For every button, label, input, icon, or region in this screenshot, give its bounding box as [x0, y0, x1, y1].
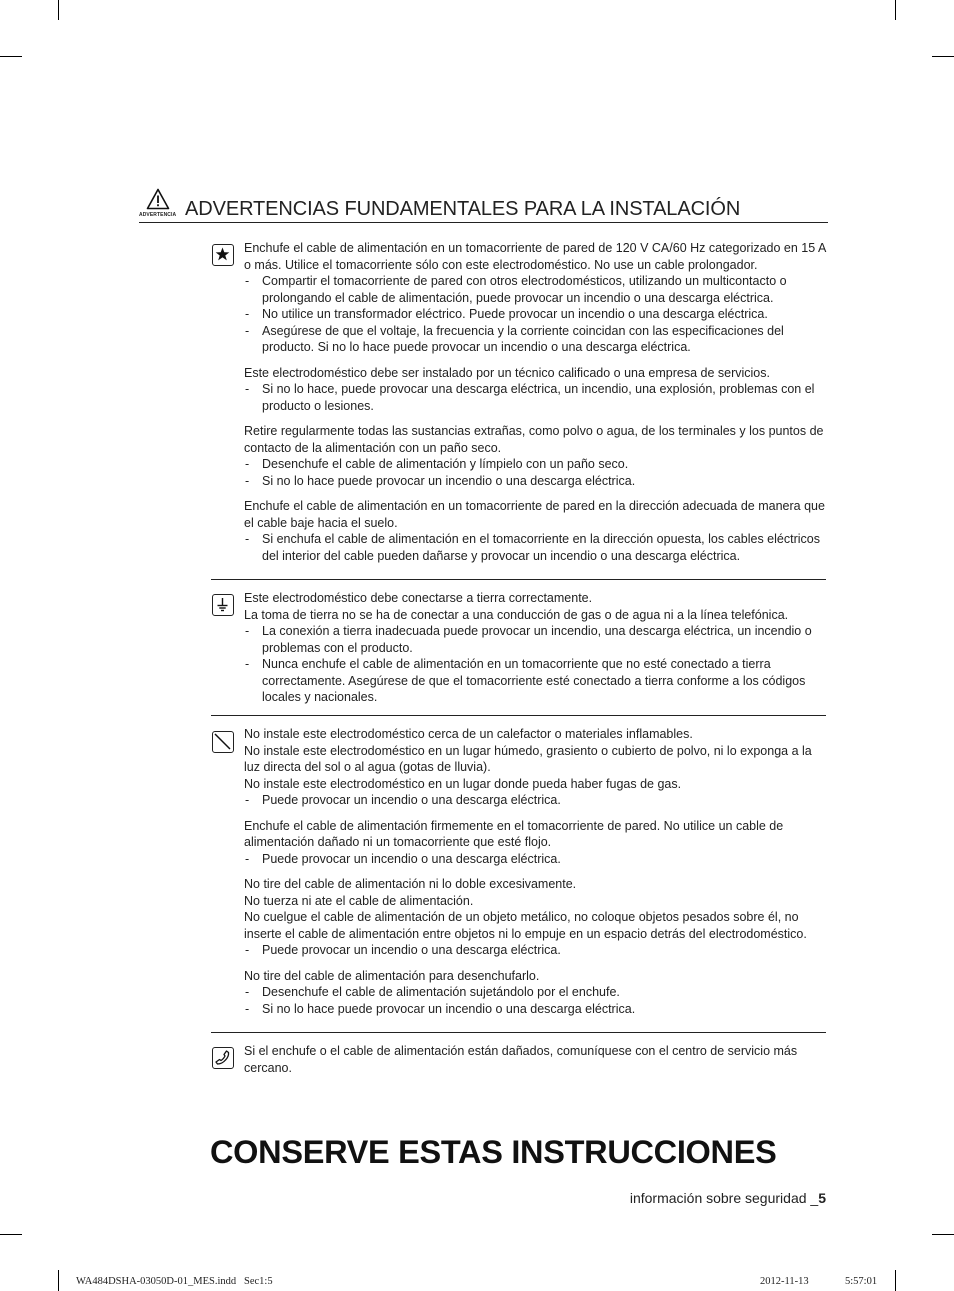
crop-mark — [932, 56, 954, 57]
list-item: - No utilice un transformador eléctrico. Puede provocar un incendio o una descarga eléctrica. — [244, 306, 828, 323]
warning-group-grounding — [211, 579, 826, 704]
warning-group-service — [211, 1032, 826, 1075]
crop-mark — [0, 56, 22, 57]
section-body — [244, 590, 828, 706]
list-item: - Puede provocar un incendio o una descarga eléctrica. — [244, 792, 828, 809]
crop-mark — [58, 1270, 59, 1291]
page-footer — [630, 1190, 826, 1206]
warning-icon — [139, 188, 179, 220]
slug-time: 5:57:01 — [845, 1276, 878, 1287]
section-body — [244, 1043, 828, 1076]
instruction-text: No tire del cable de alimentación para desenchufarlo. — [244, 968, 540, 983]
warning-group-prohibited — [211, 715, 826, 1016]
star-icon — [212, 244, 234, 266]
list-item: - Nunca enchufe el cable de alimentación en un tomacorriente que no esté conectado a tierra correctamente. Asegúrese de que el tomacorriente esté conectado a tierra conforme a los códigos locales y nacionales. — [244, 656, 828, 706]
instruction-text: Enchufe el cable de alimentación en un tomacorriente de pared de 120 V CA/60 Hz categorizado en 15 A o más. Utilice el tomacorriente sólo con este electrodoméstico. No use un cable prolongador. — [244, 241, 826, 272]
section-header — [139, 188, 828, 223]
list-item: - Puede provocar un incendio o una descarga eléctrica. — [244, 851, 828, 868]
list-item: - Si no lo hace, puede provocar una descarga eléctrica, un incendio, una explosión, problemas con el producto o lesiones. — [244, 381, 828, 414]
instruction-text: Enchufe el cable de alimentación firmemente en el tomacorriente de pared. No utilice un cable de alimentación dañado ni un tomacorriente que esté flojo. — [244, 818, 784, 849]
ground-icon — [212, 594, 234, 616]
list-item: - Desenchufe el cable de alimentación sujetándolo por el enchufe. — [244, 984, 828, 1001]
crop-mark — [58, 0, 59, 20]
list-item: - Desenchufe el cable de alimentación y límpielo con un paño seco. — [244, 456, 828, 473]
list-item: - Si no lo hace puede provocar un incendio o una descarga eléctrica. — [244, 473, 828, 490]
instruction-text: Este electrodoméstico debe conectarse a tierra correctamente. La toma de tierra no se ha de conectar a una conducción de gas o de agua ni a la línea telefónica. — [244, 591, 789, 622]
instruction-text: Retire regularmente todas las sustancias extrañas, como polvo o agua, de los terminales y los puntos de contacto de la alimentación con un paño seco. — [244, 424, 824, 455]
section-body — [244, 726, 828, 1017]
prohibited-icon — [212, 731, 234, 753]
list-item: - Si no lo hace puede provocar un incendio o una descarga eléctrica. — [244, 1001, 828, 1018]
page-heading: CONSERVE ESTAS INSTRUCCIONES — [210, 1134, 777, 1170]
section-title: ADVERTENCIAS FUNDAMENTALES PARA LA INSTALACIÓN — [185, 198, 741, 220]
section-body — [244, 240, 828, 564]
list-item: - Si enchufa el cable de alimentación en el tomacorriente en la dirección opuesta, los cables eléctricos del interior del cable pueden dañarse y provocar un incendio o una descarga eléctrica. — [244, 531, 828, 564]
slug-date: 2012-11-13 — [760, 1276, 809, 1287]
slug-filename: WA484DSHA-03050D-01_MES.indd Sec1:5 — [76, 1276, 273, 1287]
page-number: 5 — [818, 1190, 826, 1206]
crop-mark — [0, 1234, 22, 1235]
list-item: - La conexión a tierra inadecuada puede provocar un incendio, una descarga eléctrica, un incendio o problemas con el producto. — [244, 623, 828, 656]
instruction-text: Este electrodoméstico debe ser instalado por un técnico calificado o una empresa de servicios. — [244, 365, 770, 380]
crop-mark — [932, 1234, 954, 1235]
list-item: - Puede provocar un incendio o una descarga eléctrica. — [244, 942, 828, 959]
phone-icon — [212, 1047, 234, 1069]
instruction-text: No tire del cable de alimentación ni lo doble excesivamente. No tuerza ni ate el cable de alimentación. No cuelgue el cable de alimentación de un objeto metálico, no coloque objetos pesados sobre él, no inserte el cable de alimentación entre objetos ni lo empuje en un espacio detrás del electrodoméstico. — [244, 877, 807, 941]
instruction-text: Si el enchufe o el cable de alimentación están dañados, comuníquese con el centro de servicio más cercano. — [244, 1044, 798, 1075]
footer-label: información sobre seguridad _ — [629, 1190, 819, 1206]
warning-icon-label: ADVERTENCIA — [139, 212, 177, 218]
crop-mark — [895, 1270, 896, 1291]
crop-mark — [895, 0, 896, 20]
instruction-text: Enchufe el cable de alimentación en un tomacorriente de pared en la dirección adecuada de manera que el cable baje hacia el suelo. — [244, 499, 825, 530]
instruction-text: No instale este electrodoméstico cerca de un calefactor o materiales inflamables. No instale este electrodoméstico en un lugar húmedo, grasiento o cubierto de polvo, ni lo exponga a la luz directa del sol o al agua (gotas de lluvia). No instale este electrodoméstico en un lugar donde pueda haber fugas de gas. — [244, 727, 812, 791]
list-item: - Asegúrese de que el voltaje, la frecuencia y la corriente coincidan con las especificaciones del producto. Si no lo hace puede provocar un incendio o una descarga eléctrica. — [244, 323, 828, 356]
list-item: - Compartir el tomacorriente de pared con otros electrodomésticos, utilizando un multicontacto o prolongando el cable de alimentación, puede provocar un incendio o una descarga eléctrica. — [244, 273, 828, 306]
